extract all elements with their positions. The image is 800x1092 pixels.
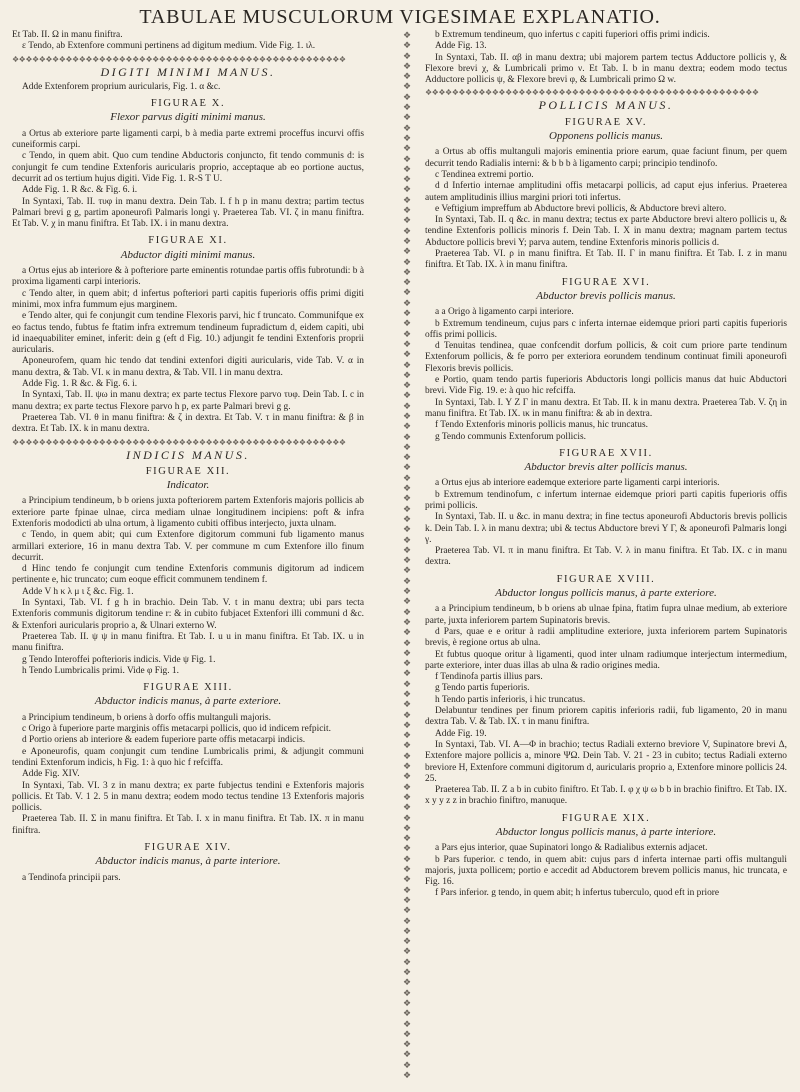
paragraph: e Portio, quam tendo partis fuperioris Abductoris longi pollicis manus dat huic Abductori brevi. Vide Fig. 19. e: à quo hic refciffa. (425, 375, 787, 397)
paragraph: d Hinc tendo fe conjungit cum tendine Extenforis communis digitorum ad indicem pertinente e, hic truncato; cum eoque efficit communem tendinem f. (12, 564, 364, 586)
paragraph: Praeterea Tab. II. ψ ψ in manu finiftra. Et Tab. I. u u in manu finiftra. Et Tab. IX. u in manu finiftra. (12, 631, 364, 654)
paragraph: a Pars ejus interior, quae Supinatori longo & Radialibus externis adjacet. (435, 843, 708, 854)
paragraph: e Tendo alter, qui fe conjungit cum tendine Flexoris parvi, hic f truncato. Communifque ex eo factus tendo, fubtus fe ftatim infra extremum tendineum fupradictum d, eidem capiti, ubi id inaequabiliter eminet, inferit: dein g (eft d Fig. 10.) adjungit fe tendini Extenforis proprii auricularis. (12, 311, 364, 356)
ornamental-divider: ❖ ❖ ❖ ❖ ❖ ❖ ❖ ❖ ❖ ❖ ❖ ❖ ❖ ❖ ❖ ❖ ❖ ❖ ❖ ❖ ❖ ❖ ❖ ❖ ❖ ❖ ❖ ❖ ❖ ❖ ❖ ❖ ❖ ❖ ❖ ❖ ❖ ❖ ❖ ❖ ❖ ❖ ❖ ❖ ❖ ❖ ❖ ❖ ❖ ❖ ❖ ❖ ❖ ❖ ❖ ❖ ❖ ❖ ❖ ❖ ❖ ❖ ❖ ❖ ❖ ❖ ❖ ❖ ❖ ❖ ❖ ❖ ❖ ❖ ❖ ❖ ❖ ❖ ❖ ❖ ❖ ❖ ❖ ❖ ❖ ❖ ❖ ❖ ❖ ❖ ❖ ❖ ❖ ❖ ❖ ❖ ❖ ❖ ❖ ❖ ❖ ❖ (402, 30, 412, 1080)
paragraph: c Tendo, in quem abit; qui cum Extenfore digitorum communi fub ligamento manus armillari exteriore, 16 in manu dextra Tab. V. per commune m cum Extenfore illo finum decurrit. (12, 530, 364, 563)
figure-subtitle: Flexor parvus digiti minimi manus. (110, 111, 266, 124)
section-heading: POLLICIS MANUS. (538, 98, 674, 113)
figure-heading: FIGURAE XVIII. (556, 573, 656, 585)
paragraph: Adde Fig. 1. R &c. & Fig. 6. i. (22, 379, 138, 390)
figure-subtitle: Abductor indicis manus, à parte exteriore. (94, 695, 282, 708)
figure-subtitle: Abductor longus pollicis manus, à parte interiore. (495, 826, 717, 838)
paragraph: d d Infertio internae amplitudini offis metacarpi pollicis, ad caput ejus inferius. Praeterea autem amplitudinis illius margini priori toti infertus. (425, 181, 787, 203)
paragraph: In Syntaxi, Tab. II. αβ in manu dextra; ubi majorem partem tectus Adductore pollicis γ, & Flexore brevi χ, & Lumbricali primo ν. Et Tab. I. b in manu dextra; eodem modo tectus Adductore pollicis ψ, & Flexore brevi φ, & Lumbricali primo Ω w. (425, 52, 787, 86)
figure-subtitle: Abductor longus pollicis manus, à parte exteriore. (495, 587, 717, 600)
figure-heading: FIGURAE XII. (145, 465, 231, 477)
paragraph: In Syntaxi, Tab. I. Y Z Γ in manu dextra. Et Tab. II. k in manu dextra. Praeterea Tab. V. ζη in manu finiftra. Et Tab. IX. ικ in manu finiftra: & ab in dextra. (425, 397, 787, 419)
paragraph: Adde V h κ λ μ ι ξ &c. Fig. 1. (22, 586, 134, 597)
figure-heading: FIGURAE XV. (564, 116, 648, 128)
paragraph: c Origo à fuperiore parte marginis offis metacarpi pollicis, quo id indicem refpicit. (22, 724, 331, 735)
paragraph: Adde Fig. 19. (435, 728, 487, 739)
paragraph: f Pars inferior. g tendo, in quem abit; h infertus tuberculo, quod eft in priore (435, 888, 720, 899)
paragraph: In Syntaxi, Tab. VI. A—Φ in brachio; tectus Radiali externo breviore V, Supinatore brevi Δ, Extenfore majore pollicis a, minore ΨΩ. Dein Tab. V. 21 - 23 in cubito; tectus Radiali externo breviore H, Extenfore communi digitorum d, auricularis proprio a, Extenfore minore pollicis 24. 25. (425, 739, 787, 784)
paragraph: a a Principium tendineum, b b oriens ab ulnae fpina, ftatim fupra ulnae medium, ab exteriore parte, juxta inferiorem partem Supinatoris brevis. (425, 604, 787, 626)
paragraph: g Tendo Interoffei pofterioris indicis. Vide ψ Fig. 1. (22, 654, 216, 665)
ornament-rule: ❖❖❖❖❖❖❖❖❖❖❖❖❖❖❖❖❖❖❖❖❖❖❖❖❖❖❖❖❖❖❖❖❖❖❖❖❖❖❖❖❖❖❖❖❖❖❖❖❖❖ (12, 438, 346, 447)
paragraph: a Tendinofa principii pars. (22, 872, 121, 883)
paragraph: f Tendinofa partis illius pars. (435, 672, 543, 683)
paragraph: b Pars fuperior. c tendo, in quem abit: cujus pars d inferta internae parti offis multanguli majoris, juxta pollicem; portio e accedit ad Abductorem brevem pollicis manus, hic truncata, e Fig. 16. (425, 854, 787, 888)
paragraph: ε Tendo, ab Extenfore communi pertinens ad digitum medium. Vide Fig. 1. ιλ. (22, 41, 316, 52)
paragraph: c Tendo, in quem abit. Quo cum tendine Abductoris conjuncto, fit tendo communis d: is conjungit fe cum tendine Extenforis auricularis proprio, acceptaque ab eo portione auctus, decurrit ad os tertium hujus digiti. Vide Fig. 1. R-S T U. (12, 151, 364, 184)
paragraph: a Principium tendineum, b oriens à dorfo offis multanguli majoris. (22, 712, 272, 723)
paragraph: a Ortus ejus ab interiore eademque exteriore parte ligamenti carpi interioris. (435, 478, 720, 489)
paragraph: Delabuntur tendines per finum priorem capitis inferioris radii, fub ligamento, 20 in manu dextra Tab. V. & Tab. IX. τ in manu finiftra. (425, 706, 787, 728)
paragraph: In Syntaxi, Tab. II. τυφ in manu dextra. Dein Tab. I. f h p in manu dextra; partim tectus Palmari brevi g g, partim aponeurofi Palmaris longi γ. Praeterea Tab. VI. ζ in manu finiftra. Et Tab. V. χ in manu finiftra. Et Tab. IX. i in manu dextra. (12, 196, 364, 230)
paragraph: a Principium tendineum, b b oriens juxta pofteriorem partem Extenforis majoris pollicis ab exteriore parte fpinae ulnae, circa mediam ulnae longitudinem incipiens: poft & infra Extenforis mododicti ab ulna ortum, à ligamento cubiti offibus interjecto, juxta ulnam. (12, 496, 364, 529)
paragraph: c Tendinea extremi portio. (435, 169, 534, 180)
paragraph: a Ortus ab offis multanguli majoris eminentia priore earum, quae faciunt finum, per quem decurrit tendo Radialis interni: & b b b à ligamento carpi; principio tendinofo. (425, 147, 787, 169)
paragraph: g Tendo partis fuperioris. (435, 683, 530, 694)
paragraph: d Pars, quae e e oritur à radii amplitudine exteriore, juxta inferiorem partem Supinatoris brevis, è regione ortus ab ulna. (425, 626, 787, 649)
paragraph: In Syntaxi, Tab. VI. f g h in brachio. Dein Tab. V. t in manu dextra; ubi pars tecta Extenforis communis digitorum tendine r: & in cubito fubjacet Extenfori illi communi d &c. & Extenfori auricularis proprio a, & Ulnari externo W. (12, 598, 364, 631)
paragraph: f Tendo Extenforis minoris pollicis manus, hic truncatus. (435, 420, 648, 431)
paragraph: d Portio oriens ab interiore & eadem fuperiore parte offis metacarpi indicis. (22, 735, 306, 746)
paragraph: e Aponeurofis, quam conjungit cum tendine Lumbricalis primi, & adjungit communi tendini Extenforum indicis, h Fig. 1: à quo hic f refciffa. (12, 746, 364, 768)
paragraph: a Ortus ejus ab interiore & à pofteriore parte eminentis rotundae partis offis fubrotundi: b à proxima ligamenti carpi interioris. (12, 266, 364, 288)
paragraph: d Tenuitas tendinea, quae confcendit dorfum pollicis, & coit cum priore parte tendinum Extenforum pollicis, & fe porro per exteriora eorundem tendinum continuat fimili aponeurofi Flexoris brevis pollicis. (425, 341, 787, 374)
figure-heading: FIGURAE X. (150, 98, 226, 110)
ornament-rule: ❖❖❖❖❖❖❖❖❖❖❖❖❖❖❖❖❖❖❖❖❖❖❖❖❖❖❖❖❖❖❖❖❖❖❖❖❖❖❖❖❖❖❖❖❖❖❖❖❖❖ (12, 55, 346, 64)
paragraph: Et fubtus quoque oritur à ligamenti, quod inter ulnam radiumque interjectum intermedium, parte exteriore, inter duas illas ab ulna & radio origines media. (425, 649, 787, 671)
paragraph: Praeterea Tab. VI. ρ in manu finiftra. Et Tab. II. Γ in manu finiftra. Et Tab. I. z in manu finiftra. Et Tab. IX. λ in manu finiftra. (425, 249, 787, 271)
paragraph: c Tendo alter, in quem abit; d infertus pofteriori parti capitis fuperioris offis primi digiti minimi, mox infra fummum ejus marginem. (12, 288, 364, 310)
section-heading: DIGITI MINIMI MANUS. (100, 64, 276, 79)
left-column (12, 30, 364, 1090)
running-head: TABULAE MUSCULORUM VIGESIMAE EXPLANATIO. (139, 6, 661, 28)
paragraph: Adde Fig. 1. R &c. & Fig. 6. i. (22, 185, 138, 196)
figure-subtitle: Indicator. (166, 479, 210, 492)
figure-heading: FIGURAE XI. (148, 235, 228, 247)
paragraph: Et Tab. II. Ω in manu finiftra. (12, 30, 123, 40)
figure-heading: FIGURAE XIV. (144, 842, 232, 853)
paragraph: Praeterea Tab. II. Z a b in cubito finiftro. Et Tab. I. φ χ ψ ω b b in brachio finiftro. Et Tab. IX. x y y z z in brachio finiftro, manuque. (425, 785, 787, 807)
paragraph: a a Origo à ligamento carpi interiore. (435, 307, 574, 318)
paragraph: In Syntaxi, Tab. II. u &c. in manu dextra; in fine tectus aponeurofi Abductoris brevis pollicis k. Dein Tab. I. λ in manu dextra; ubi & tectus Abductore brevi Y Γ, & aponeurofi Palmaris longi γ. (425, 512, 787, 545)
section-heading: INDICIS MANUS. (126, 447, 250, 462)
figure-heading: FIGURAE XIII. (143, 682, 233, 694)
figure-subtitle: Abductor brevis alter pollicis manus. (524, 461, 688, 474)
paragraph: In Syntaxi, Tab. II. q &c. in manu dextra; tectus ex parte Abductore brevi altero pollicis u, & tendine Extenforis pollicis minoris f. Dein Tab. I. X in manu dextra; magnam partem tectus Abductore pollicis brevi Y; parva autem, tendine Extenforis minoris pollicis d. (425, 215, 787, 248)
paragraph: b Extremum tendinofum, c infertum internae eidemque priori parti capitis fuperioris offis primi pollicis. (425, 489, 787, 511)
paragraph: b Extremum tendineum, cujus pars c inferta internae eidemque priori parti capitis fuperioris offis primi pollicis. (425, 318, 787, 340)
figure-subtitle: Opponens pollicis manus. (549, 130, 663, 143)
paragraph: Praeterea Tab. II. Σ in manu finiftra. Et Tab. I. x in manu finiftra. Et Tab. IX. π in manu finiftra. (12, 814, 364, 836)
paragraph: h Tendo Lumbricalis primi. Vide φ Fig. 1. (22, 665, 179, 676)
ornament-rule: ❖❖❖❖❖❖❖❖❖❖❖❖❖❖❖❖❖❖❖❖❖❖❖❖❖❖❖❖❖❖❖❖❖❖❖❖❖❖❖❖❖❖❖❖❖❖❖❖❖❖ (425, 89, 759, 98)
paragraph: h Tendo partis inferioris, i hic truncatus. (435, 694, 586, 705)
paragraph: g Tendo communis Extenforum pollicis. (435, 431, 586, 442)
right-column (425, 30, 787, 1090)
figure-subtitle: Abductor indicis manus, à parte interiore. (95, 855, 281, 868)
paragraph: Adde Extenforem proprium auricularis, Fig. 1. α &c. (22, 81, 221, 92)
paragraph: Adde Fig. 13. (435, 41, 487, 52)
figure-heading: FIGURAE XVII. (559, 447, 653, 459)
figure-subtitle: Abductor brevis pollicis manus. (536, 289, 676, 302)
figure-heading: FIGURAE XIX. (561, 812, 651, 824)
figure-heading: FIGURAE XVI. (561, 276, 651, 288)
paragraph: Adde Fig. XIV. (22, 769, 80, 780)
figure-subtitle: Abductor digiti minimi manus. (120, 248, 256, 261)
paragraph: b Extremum tendineum, quo infertus c capiti fuperiori offis primi indicis. (435, 30, 710, 40)
paragraph: In Syntaxi, Tab. II. ψω in manu dextra; ex parte tectus Flexore parvo τυφ. Dein Tab. I. c in manu dextra; ex parte tectus Flexore parvo h p, ex parte Palmari brevi g g. (12, 390, 364, 412)
paragraph: a Ortus ab exteriore parte ligamenti carpi, b à media parte extremi proceffus incurvi offis cuneiformis carpi. (12, 128, 364, 151)
paragraph: Praeterea Tab. VI. π in manu finiftra. Et Tab. V. λ in manu finiftra. Et Tab. IX. c in manu dextra. (425, 546, 787, 568)
paragraph: Praeterea Tab. VI. θ in manu finiftra: & ζ in dextra. Et Tab. V. τ in manu finiftra: & β in dextra. Et Tab. IX. k in manu dextra. (12, 412, 364, 435)
paragraph: Aponeurofem, quam hic tendo dat tendini extenfori digiti auricularis, vide Tab. V. α in manu dextra, & Tab. VI. κ in manu dextra, & Tab. VII. l in manu dextra. (12, 356, 364, 378)
paragraph: e Veftigium impreffum ab Abductore brevi pollicis, & Abductore brevi altero. (435, 203, 727, 214)
paragraph: In Syntaxi, Tab. VI. 3 z in manu dextra; ex parte fubjectus tendini e Extenforis majoris pollicis. Et Tab. V. 1 2. 5 in manu dextra; eodem modo tectus tendine 13 Extenforis majoris pollicis. (12, 780, 364, 814)
